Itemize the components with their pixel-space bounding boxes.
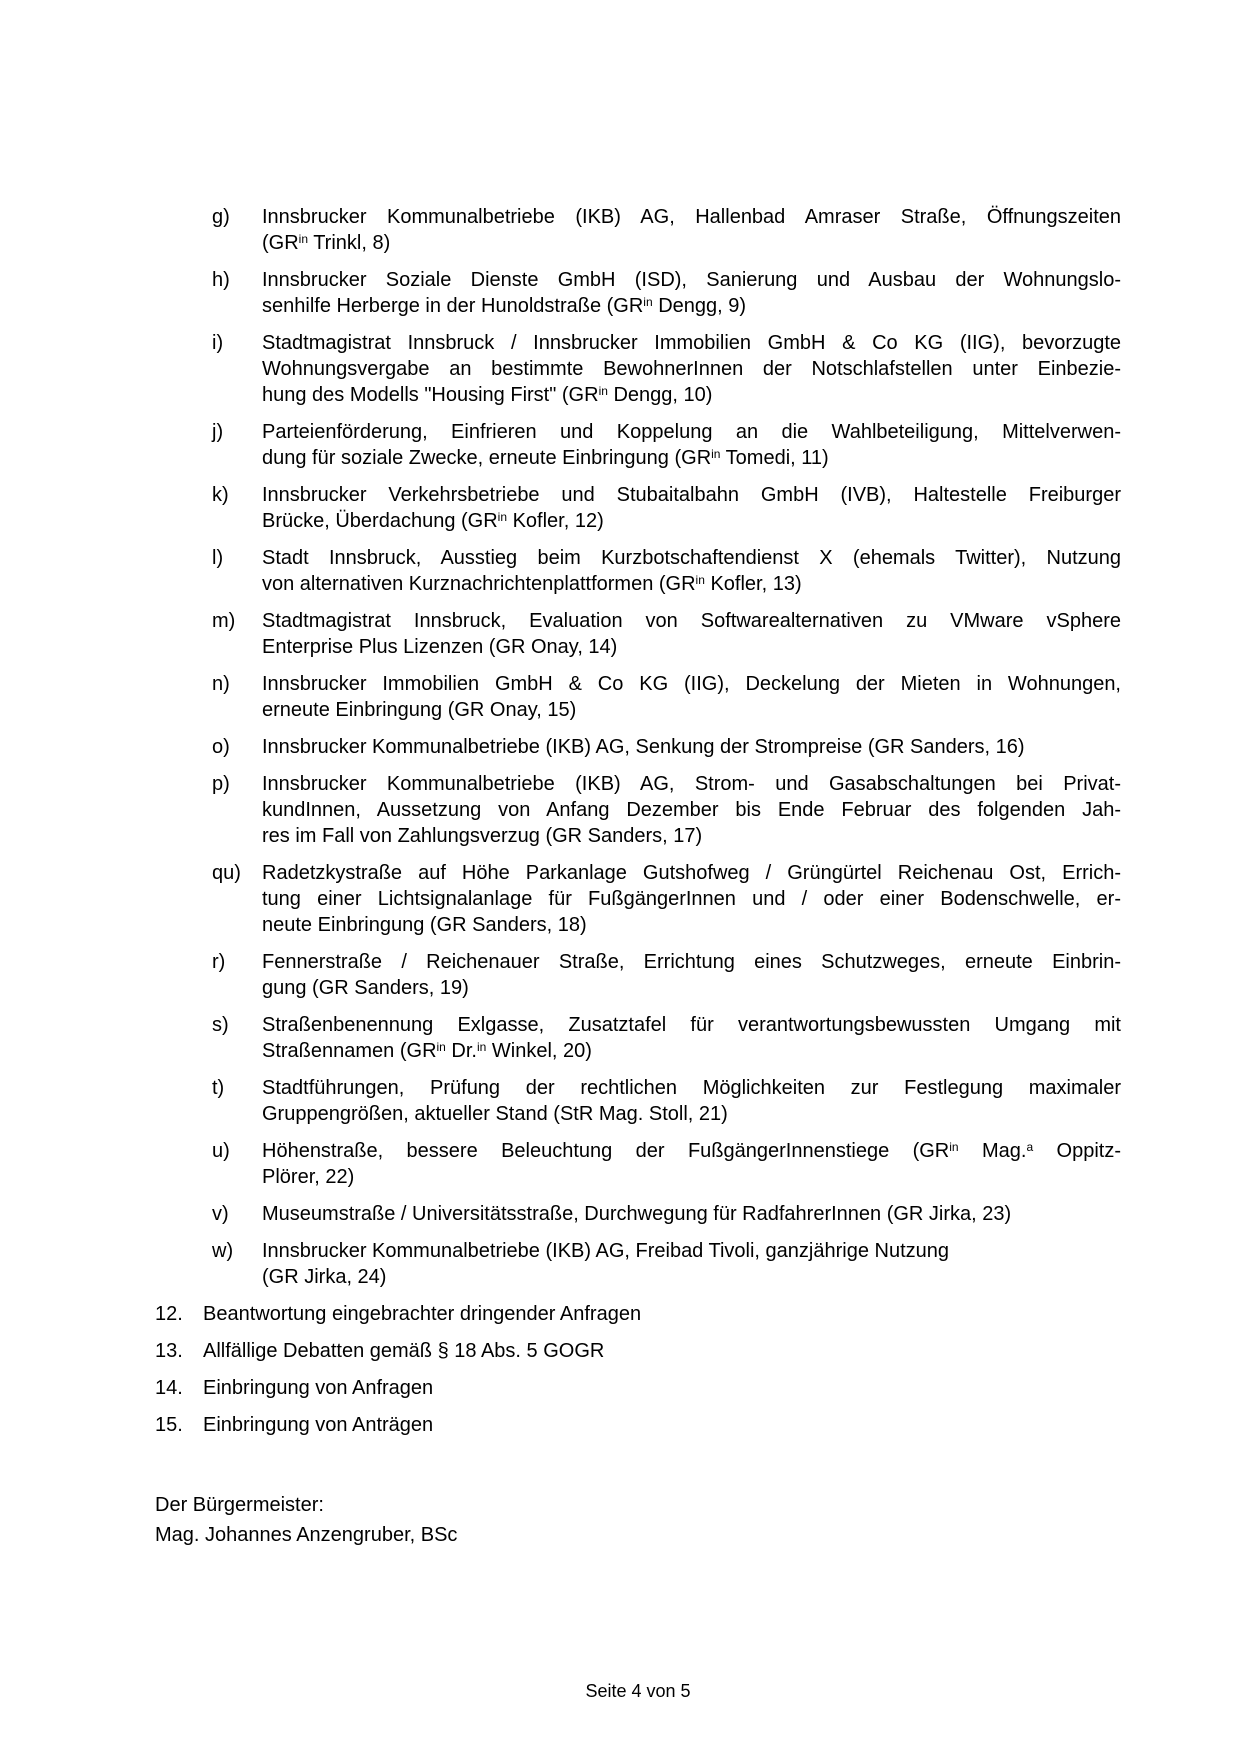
agenda-item [155, 1012, 1121, 1064]
agenda-item-line: Innsbrucker Kommunalbetriebe (IKB) AG, Freibad Tivoli, ganzjährige Nutzung [262, 1240, 950, 1262]
agenda-item-text [262, 267, 1121, 319]
superscript-text: a [1026, 1140, 1034, 1154]
agenda-item-text [262, 608, 1121, 660]
superscript-text: in [497, 510, 508, 524]
agenda-item-text [262, 771, 1121, 849]
agenda-item [155, 1238, 1121, 1290]
agenda-item-line: Wohnungsvergabe an bestimmte BewohnerInnen der Notschlafstellen unter Einbezie- [262, 358, 1121, 380]
agenda-item [155, 771, 1121, 849]
agenda-item [155, 949, 1121, 1001]
agenda-item-text [262, 330, 1121, 408]
superscript-text: in [949, 1140, 959, 1154]
agenda-item-line: Stadt Innsbruck, Ausstieg beim Kurzbotschaftendienst X (ehemals Twitter), Nutzung [262, 547, 1121, 569]
agenda-numbered-list [155, 1301, 1121, 1438]
agenda-item-line: Straßenbenennung Exlgasse, Zusatztafel für verantwortungsbewussten Umgang mit [262, 1014, 1121, 1036]
agenda-item-line: Fennerstraße / Reichenauer Straße, Errichtung eines Schutzweges, erneute Einbrin- [262, 951, 1121, 973]
agenda-item [155, 419, 1121, 471]
agenda-item-line: Brücke, Überdachung ($GR^{in}$ Kofler, 12) [262, 510, 604, 532]
agenda-item [155, 1138, 1121, 1190]
agenda-item-text [262, 1238, 1121, 1290]
agenda-item [155, 1201, 1121, 1227]
agenda-item-label: t) [212, 1077, 225, 1099]
agenda-item-label: qu) [212, 862, 241, 884]
agenda-item-text [262, 1075, 1121, 1127]
agenda-item [155, 204, 1121, 256]
agenda-numbered-item [155, 1412, 1121, 1438]
agenda-item-line: gung (GR Sanders, 19) [262, 977, 469, 999]
superscript-text: in [643, 295, 653, 309]
agenda-item-line: (GR Jirka, 24) [262, 1266, 387, 1288]
agenda-numbered-item-label: 15. [155, 1414, 183, 1436]
agenda-item-label: m) [212, 610, 236, 632]
agenda-numbered-item-label: 13. [155, 1340, 183, 1362]
superscript-text: in [695, 573, 705, 587]
agenda-item-label: r) [212, 951, 226, 973]
agenda-item-line: Innsbrucker Kommunalbetriebe (IKB) AG, Senkung der Strompreise (GR Sanders, 16) [262, 736, 1025, 758]
agenda-item-line: Plörer, 22) [262, 1166, 355, 1188]
agenda-item-line: Parteienförderung, Einfrieren und Koppelung an die Wahlbeteiligung, Mittelverwen- [262, 421, 1121, 443]
agenda-item-text [262, 482, 1121, 534]
agenda-item-text [262, 860, 1121, 938]
agenda-item [155, 330, 1121, 408]
agenda-item-text [262, 419, 1121, 471]
signature-role: Der Bürgermeister: [155, 1494, 324, 1516]
agenda-item-text [262, 1138, 1121, 1190]
agenda-item-line: dung für soziale Zwecke, erneute Einbringung ($GR^{in}$ Tomedi, 11) [262, 447, 829, 469]
agenda-item [155, 267, 1121, 319]
agenda-item [155, 671, 1121, 723]
agenda-numbered-item-label: 14. [155, 1377, 183, 1399]
superscript-text: in [436, 1040, 446, 1054]
agenda-item-label: h) [212, 269, 230, 291]
agenda-item-line: Enterprise Plus Lizenzen (GR Onay, 14) [262, 636, 618, 658]
agenda-numbered-item-text: Beantwortung eingebrachter dringender Anfragen [203, 1303, 642, 1325]
agenda-item-label: n) [212, 673, 230, 695]
agenda-item-line: Stadtführungen, Prüfung der rechtlichen Möglichkeiten zur Festlegung maximaler [262, 1077, 1121, 1099]
agenda-item-line: Museumstraße / Universitätsstraße, Durchwegung für RadfahrerInnen (GR Jirka, 23) [262, 1203, 1012, 1225]
agenda-item-label: l) [212, 547, 224, 569]
agenda-item [155, 545, 1121, 597]
agenda-item-line: Innsbrucker Kommunalbetriebe (IKB) AG, Strom- und Gasabschaltungen bei Privat- [262, 773, 1121, 795]
agenda-item [155, 482, 1121, 534]
agenda-item-line: Straßennamen ($GR^{in}$ Dr.$^{in}$ Winkel, 20) [262, 1040, 592, 1062]
agenda-item-line: senhilfe Herberge in der Hunoldstraße ($GR^{in}$ Dengg, 9) [262, 295, 747, 317]
agenda-numbered-item-text: Allfällige Debatten gemäß § 18 Abs. 5 GOGR [203, 1340, 605, 1362]
agenda-item-text [262, 734, 1121, 760]
agenda-item-line: ($GR^{in}$ Trinkl, 8) [262, 232, 391, 254]
agenda-item-line: Gruppengrößen, aktueller Stand (StR Mag. Stoll, 21) [262, 1103, 728, 1125]
agenda-item-label: p) [212, 773, 230, 795]
agenda-item-label: g) [212, 206, 230, 228]
agenda-item-line: Radetzkystraße auf Höhe Parkanlage Gutshofweg / Grüngürtel Reichenau Ost, Errich- [262, 862, 1121, 884]
agenda-item-text [262, 545, 1121, 597]
agenda-item-line: Innsbrucker Verkehrsbetriebe und Stubaitalbahn GmbH (IVB), Haltestelle Freiburger [262, 484, 1121, 506]
agenda-item-line: von alternativen Kurznachrichtenplattformen ($GR^{in}$ Kofler, 13) [262, 573, 802, 595]
agenda-item-line: Innsbrucker Soziale Dienste GmbH (ISD), Sanierung und Ausbau der Wohnungslo- [262, 269, 1121, 291]
agenda-item-line: res im Fall von Zahlungsverzug (GR Sanders, 17) [262, 825, 703, 847]
superscript-text: in [298, 232, 309, 246]
agenda-item-line: Stadtmagistrat Innsbruck / Innsbrucker Immobilien GmbH & Co KG (IIG), bevorzugte [262, 332, 1121, 354]
agenda-numbered-item [155, 1301, 1121, 1327]
agenda-item-text [262, 1201, 1121, 1227]
superscript-text: in [711, 447, 721, 461]
page-number: Seite 4 von 5 [585, 1681, 691, 1701]
superscript-text: in [598, 384, 608, 398]
agenda-item [155, 860, 1121, 938]
superscript-text: in [476, 1040, 487, 1054]
agenda-item-label: v) [212, 1203, 229, 1225]
agenda-numbered-item [155, 1375, 1121, 1401]
agenda-letter-list [155, 204, 1121, 1290]
agenda-item-text [262, 949, 1121, 1001]
agenda-numbered-item [155, 1338, 1121, 1364]
agenda-item [155, 734, 1121, 760]
agenda-item-line: tung einer Lichtsignalanlage für FußgängerInnen und / oder einer Bodenschwelle, er- [262, 888, 1121, 910]
signature-name: Mag. Johannes Anzengruber, BSc [155, 1524, 458, 1546]
agenda-item-text [262, 204, 1121, 256]
page-footer [155, 1680, 1121, 1702]
agenda-item-text [262, 1012, 1121, 1064]
agenda-item-line: erneute Einbringung (GR Onay, 15) [262, 699, 577, 721]
agenda-item-label: o) [212, 736, 230, 758]
agenda-item [155, 608, 1121, 660]
signature-block [155, 1490, 1121, 1550]
agenda-item-line: hung des Modells "Housing First" ($GR^{in}$ Dengg, 10) [262, 384, 713, 406]
agenda-item [155, 1075, 1121, 1127]
agenda-item-text [262, 671, 1121, 723]
agenda-item-line: Höhenstraße, bessere Beleuchtung der FußgängerInnenstiege ($GR^{in}$ Mag.$^a$ Oppitz- [262, 1140, 1122, 1162]
agenda-item-label: w) [212, 1240, 234, 1262]
agenda-item-line: Innsbrucker Immobilien GmbH & Co KG (IIG), Deckelung der Mieten in Wohnungen, [262, 673, 1121, 695]
agenda-item-label: s) [212, 1014, 229, 1036]
agenda-item-label: j) [212, 421, 224, 443]
agenda-item-line: neute Einbringung (GR Sanders, 18) [262, 914, 587, 936]
agenda-item-line: Stadtmagistrat Innsbruck, Evaluation von Softwarealternativen zu VMware vSphere [262, 610, 1121, 632]
agenda-item-label: u) [212, 1140, 230, 1162]
agenda-numbered-item-text: Einbringung von Anfragen [203, 1377, 434, 1399]
page-content [155, 204, 1121, 1550]
agenda-item-label: i) [212, 332, 224, 354]
agenda-item-line: Innsbrucker Kommunalbetriebe (IKB) AG, Hallenbad Amraser Straße, Öffnungszeiten [262, 206, 1121, 228]
agenda-numbered-item-text: Einbringung von Anträgen [203, 1414, 434, 1436]
agenda-numbered-item-label: 12. [155, 1303, 183, 1325]
agenda-item-line: kundInnen, Aussetzung von Anfang Dezember bis Ende Februar des folgenden Jah- [262, 799, 1121, 821]
agenda-item-label: k) [212, 484, 229, 506]
